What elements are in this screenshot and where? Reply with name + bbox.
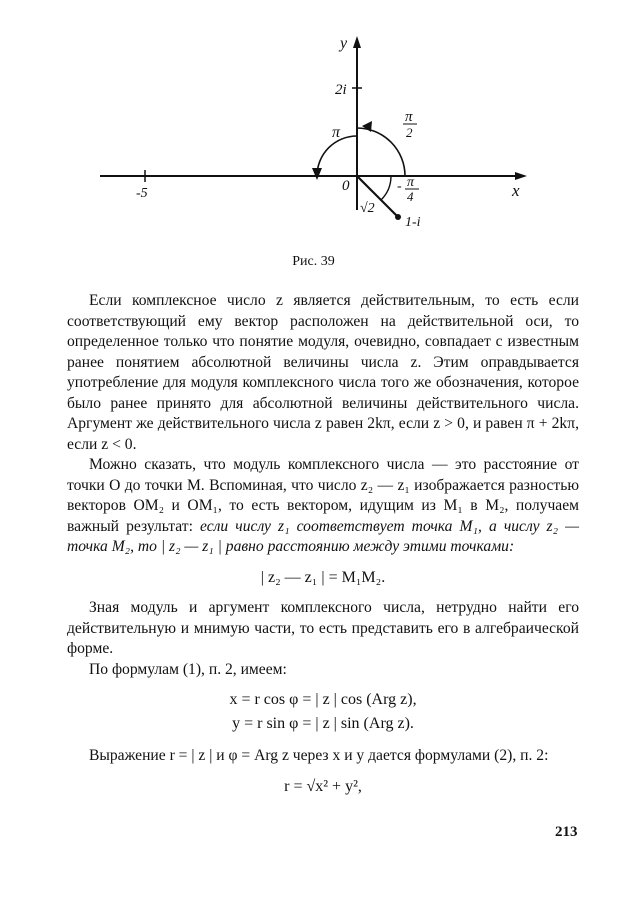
arc-pi-over-2-arrow-icon — [362, 121, 372, 132]
page-number: 213 — [555, 824, 578, 840]
formula-distance: | z₂ — z₁ | = M₁M₂. — [260, 568, 386, 586]
formula-r: r = √x² + y², — [284, 777, 362, 795]
figure-caption: Рис. 39 — [292, 254, 335, 269]
paragraph-2-theorem: если числу z₁ соответствует точка M₁, а числу z₂ — точка M₂, то | z₂ — z₁ | равно расстоянию между этими точками: — [67, 517, 579, 555]
paragraph-3: Зная модуль и аргумент комплексного числа, нетрудно найти его действительную и мнимую части, то есть представить его в алгебраической форме. — [67, 599, 579, 657]
formula-y: y = r sin φ = | z | sin (Arg z). — [232, 715, 414, 732]
arc-pi-over-2 — [357, 128, 405, 176]
paragraph-1: Если комплексное число z является действительным, то есть если соответствующий ему вектор расположен на действительной оси, то определенное только что понятие модуля, очевидно, совпадает с известным ранее понятием абсолютной величины числа z. Этим оправдывается употребление для модуля комплексного числа того же обозначения, которое было ранее принято для абсолютной величины действительного числа. Аргумент же действительного числа z равен 2kπ, если z > 0, и равен π + 2kπ, если z < 0. — [67, 292, 579, 453]
tick-minus5-label: -5 — [136, 186, 148, 201]
formula-block-xy — [67, 688, 579, 736]
label-pi-over-2-den: 2 — [406, 125, 413, 140]
y-axis-label: y — [340, 35, 348, 52]
arc-pi-arrow-icon — [312, 168, 322, 180]
paragraph-5: Выражение r = | z | и φ = Arg z через x и y дается формулами (2), п. 2: — [89, 747, 549, 764]
y-axis-arrow-icon — [353, 36, 361, 48]
paragraph-2 — [67, 455, 579, 558]
formula-x: x = r cos φ = | z | cos (Arg z), — [229, 691, 417, 708]
x-axis-arrow-icon — [515, 172, 527, 180]
arc-pi — [317, 136, 357, 176]
page-body — [67, 291, 579, 807]
label-2i: 2i — [335, 82, 347, 98]
origin-label: 0 — [342, 178, 350, 194]
complex-plane-figure — [0, 0, 627, 260]
label-sqrt2: √2 — [360, 201, 375, 216]
point-1-minus-i — [395, 214, 401, 220]
label-pi: π — [332, 124, 341, 141]
paragraph-2-start: Можно сказать, что модуль комплексного числа — это расстояние от точки O до точки M. Вспоминая, что число z₂ — z₁ изображается разностью векторов OM₂ и OM₁, то есть вектором, идущим из M₁ в M₂, получаем важный результат: — [67, 456, 579, 535]
label-minus-pi-over-4-den: 4 — [407, 189, 414, 204]
x-axis-label: x — [512, 181, 520, 200]
paragraph-4: По формулам (1), п. 2, имеем: — [89, 660, 287, 678]
arc-minus-pi-over-4 — [381, 176, 391, 200]
label-minus-pi-over-4-num: π — [407, 175, 415, 190]
label-minus-pi-over-4-sign: - — [397, 179, 402, 194]
label-pi-over-2-num: π — [405, 109, 413, 125]
label-1-minus-i: 1-i — [405, 215, 421, 230]
